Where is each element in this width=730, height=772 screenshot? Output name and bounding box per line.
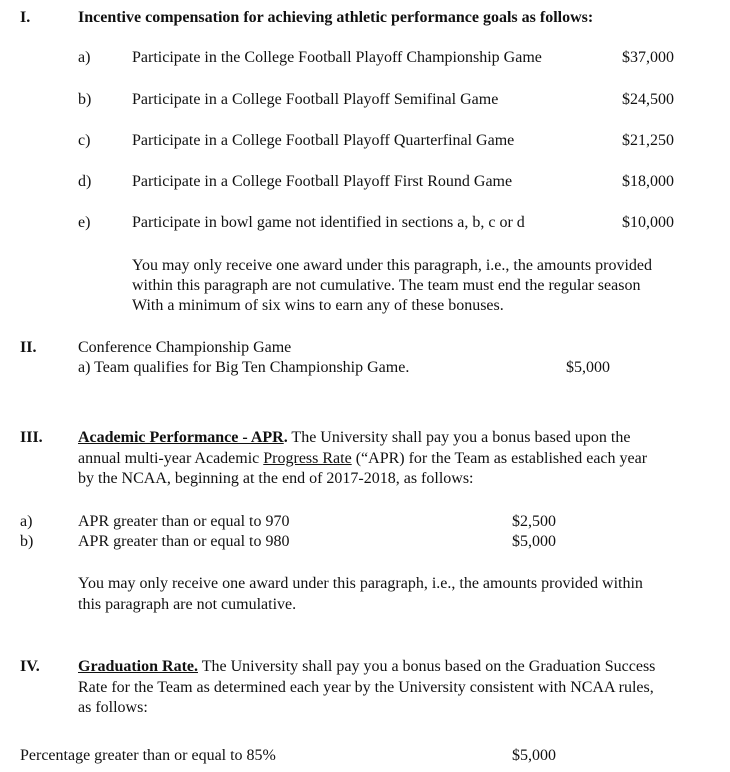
- list-item-text: Participate in a College Football Playoff First Round Game: [132, 173, 513, 190]
- list-item-amount: $21,250: [622, 132, 674, 149]
- list-item-amount: $2,500: [512, 513, 556, 530]
- apr-term: Progress Rate: [263, 450, 352, 467]
- list-item-letter: b): [20, 533, 34, 550]
- paragraph-text: annual multi-year Academic: [78, 450, 264, 467]
- section-title: Graduation Rate.: [78, 658, 198, 675]
- paragraph-text: The University shall pay you a bonus based on the Graduation Success: [198, 658, 656, 675]
- section-title: Conference Championship Game: [78, 339, 292, 356]
- paragraph-text: (“APR) for the Team as established each year: [351, 450, 648, 467]
- list-item-amount: $5,000: [566, 359, 610, 376]
- section-heading: Incentive compensation for achieving athletic performance goals as follows:: [78, 9, 594, 26]
- list-item-letter: a): [20, 513, 33, 530]
- list-item-amount: $18,000: [622, 173, 674, 190]
- title-period: .: [283, 429, 288, 446]
- list-item-text: Participate in the College Football Playoff Championship Game: [132, 49, 542, 66]
- paragraph-text: The University shall pay you a bonus based upon the: [287, 429, 631, 446]
- list-item-text: APR greater than or equal to 980: [78, 533, 290, 550]
- note-line: With a minimum of six wins to earn any of these bonuses.: [132, 297, 504, 314]
- section-title: Academic Performance - APR: [78, 429, 284, 446]
- section-paragraph-line: [78, 449, 647, 468]
- section-paragraph-line: [78, 428, 630, 447]
- list-item-amount: $24,500: [622, 91, 674, 108]
- section-numeral: IV.: [20, 658, 40, 675]
- note-line: this paragraph are not cumulative.: [78, 596, 297, 613]
- section-paragraph-line: [78, 657, 655, 676]
- list-item-amount: $5,000: [512, 747, 556, 764]
- list-item-letter: c): [78, 132, 91, 149]
- list-item-letter: a): [78, 49, 91, 66]
- list-item-text: Participate in a College Football Playoff Semifinal Game: [132, 91, 499, 108]
- list-item-amount: $37,000: [622, 49, 674, 66]
- list-item-text: Participate in a College Football Playoff Quarterfinal Game: [132, 132, 515, 149]
- section-paragraph-line: by the NCAA, beginning at the end of 2017-2018, as follows:: [78, 470, 474, 487]
- section-numeral: I.: [20, 9, 31, 26]
- list-item-amount: $10,000: [622, 214, 674, 231]
- list-item-text: a) Team qualifies for Big Ten Championship Game.: [78, 359, 410, 376]
- section-numeral: III.: [20, 429, 43, 446]
- list-item-letter: e): [78, 214, 91, 231]
- list-item-letter: d): [78, 173, 92, 190]
- list-item-amount: $5,000: [512, 533, 556, 550]
- section-numeral: II.: [20, 339, 37, 356]
- list-item-text: Percentage greater than or equal to 85%: [20, 747, 276, 764]
- note-line: You may only receive one award under this paragraph, i.e., the amounts provided: [132, 257, 653, 274]
- note-line: You may only receive one award under this paragraph, i.e., the amounts provided within: [78, 575, 643, 592]
- section-paragraph-line: as follows:: [78, 699, 148, 716]
- list-item-text: Participate in bowl game not identified in sections a, b, c or d: [132, 214, 525, 231]
- list-item-letter: b): [78, 91, 92, 108]
- list-item-text: APR greater than or equal to 970: [78, 513, 290, 530]
- note-line: within this paragraph are not cumulative. The team must end the regular season: [132, 277, 641, 294]
- section-paragraph-line: Rate for the Team as determined each year by the University consistent with NCAA rules,: [78, 679, 654, 696]
